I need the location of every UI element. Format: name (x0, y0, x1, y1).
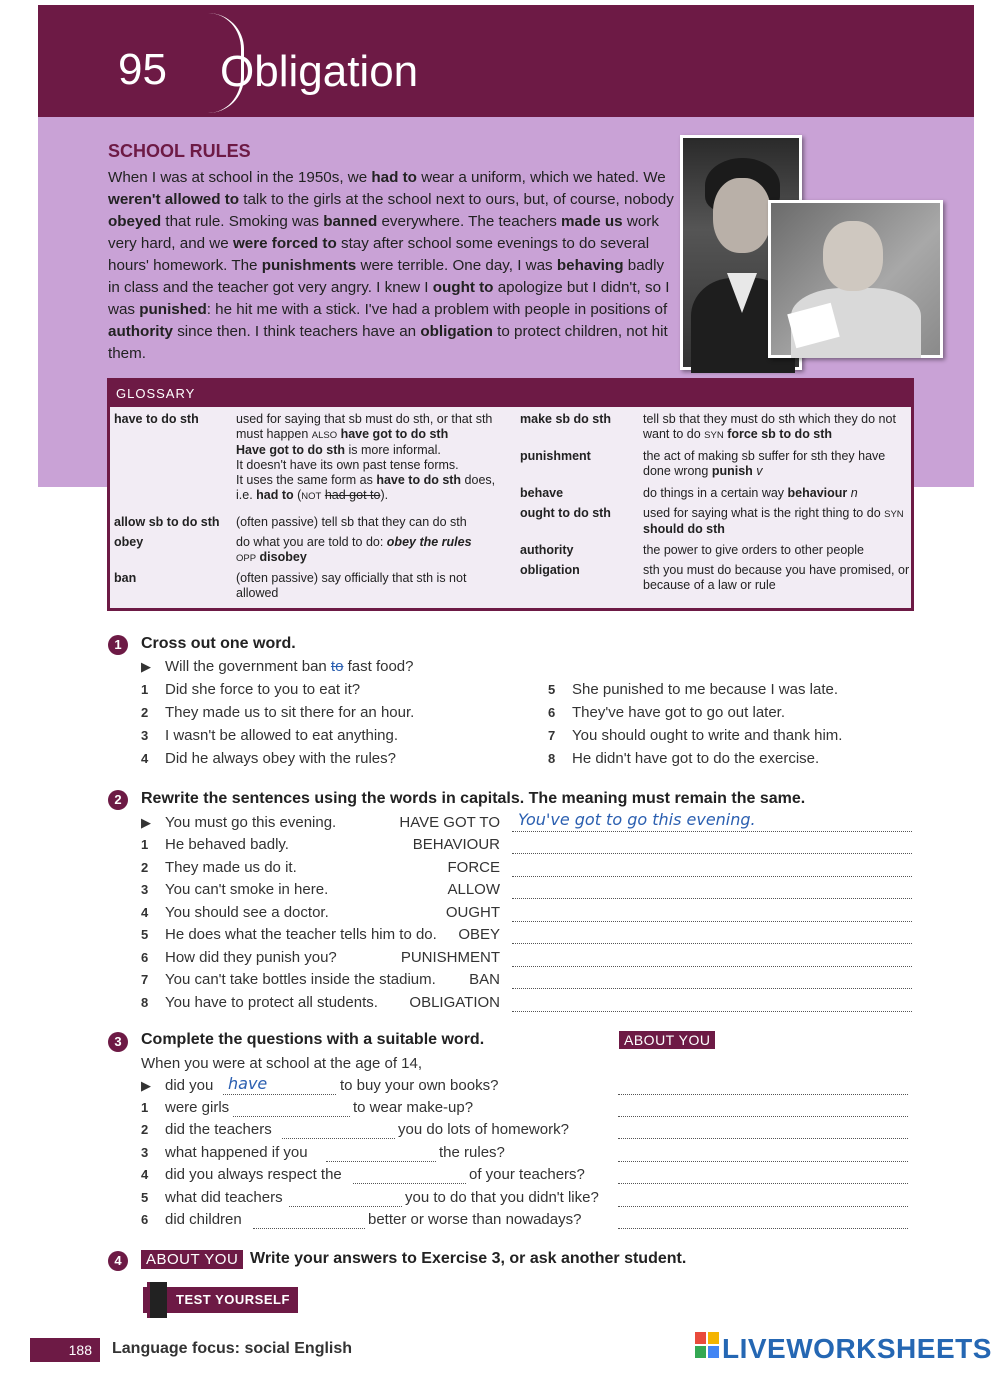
answer-line[interactable] (512, 881, 912, 899)
capitals-word: BEHAVIOUR (412, 836, 500, 853)
exercise-3-item: 3 what happened if you (141, 1143, 308, 1161)
story-fragment: everywhere. The teachers (377, 213, 562, 230)
exercise-3-number: 3 (108, 1032, 128, 1052)
exercise-2-item: 1 He behaved badly. (141, 836, 289, 853)
glossary-heading: GLOSSARY (110, 381, 911, 407)
glossary-term: obey (114, 535, 144, 549)
exercise-3-item-after: you to do that you didn't like? (405, 1188, 599, 1206)
capitals-word: FORCE (447, 858, 500, 876)
key-word: made us (561, 213, 623, 230)
glossary-term: allow sb to do sth (114, 515, 220, 529)
exercise-4-title: Write your answers to Exercise 3, or ask another student. (250, 1250, 687, 1267)
exercise-3-item: 1 were girls (141, 1099, 230, 1116)
gap-line[interactable] (289, 1189, 402, 1207)
gap-line[interactable] (282, 1121, 395, 1139)
exercise-2-title: Rewrite the sentences using the words in capitals. The meaning must remain the same. (141, 790, 806, 807)
exercise-3-example: ▶ did you (141, 1077, 214, 1094)
answer-line[interactable] (512, 836, 912, 854)
key-word: obeyed (108, 213, 162, 230)
story-fragment: that rule. Smoking was (161, 213, 324, 230)
about-you-line[interactable] (618, 1144, 908, 1162)
exercise-2-item: 7 You can't take bottles inside the stadium. (141, 971, 436, 988)
logo-square (695, 1346, 706, 1358)
exercise-3-intro: When you were at school at the age of 14, (141, 1055, 423, 1072)
exercise-1-item[interactable]: 1 Did she force to you to eat it? (141, 681, 361, 698)
glossary-term: ban (114, 571, 137, 585)
glossary-definition: do things in a certain way behaviour n (643, 486, 858, 500)
answer-line[interactable] (512, 926, 912, 944)
story-fragment: wear a uniform, which we hated. We (416, 169, 666, 186)
capitals-word: OUGHT (445, 903, 500, 921)
answer-line[interactable] (512, 904, 912, 922)
exercise-3-item: 2 did the teachers (141, 1121, 272, 1139)
exercise-1-title: Cross out one word. (141, 635, 296, 652)
capitals-word: OBLIGATION (409, 993, 500, 1011)
logo-square (708, 1332, 719, 1344)
glossary-definition: sth you must do because you have promised, or because of a law or rule (643, 563, 910, 592)
key-word: banned (323, 213, 378, 230)
exercise-3-item-after: the rules? (439, 1143, 505, 1161)
story-fragment: badly in class and the teacher got very angry. I knew I (108, 257, 665, 296)
exercise-3-item: 4 did you always respect the (141, 1166, 342, 1184)
story-fragment: since then. I think teachers have an (172, 323, 421, 340)
exercise-3-item-after: of your teachers? (469, 1166, 585, 1184)
exercise-3-title: Complete the questions with a suitable word. (141, 1031, 485, 1048)
test-yourself-button[interactable]: TEST YOURSELF (143, 1287, 298, 1313)
story-fragment: When I was at school in the 1950s, we (108, 169, 372, 186)
story-title: SCHOOL RULES (108, 141, 251, 161)
logo-square (695, 1332, 706, 1344)
exercise-1-item[interactable]: 8 He didn't have got to do the exercise. (548, 750, 820, 767)
key-word: behaving (556, 257, 624, 274)
exercise-3-item: 6 did children (141, 1211, 242, 1228)
about-you-tag: ABOUT YOU (141, 1250, 243, 1269)
about-you-line[interactable] (618, 1166, 908, 1184)
exercise-2-example-caps: HAVE GOT TO (399, 814, 500, 831)
exercise-2-item: 2 They made us do it. (141, 858, 297, 876)
about-you-line[interactable] (618, 1189, 908, 1207)
key-word: had to (371, 169, 417, 186)
exercise-1-item[interactable]: 7 You should ought to write and thank him. (548, 727, 843, 744)
answer-line[interactable] (512, 994, 912, 1012)
gap-line[interactable] (253, 1211, 365, 1229)
about-you-line[interactable] (618, 1077, 908, 1095)
liveworksheets-logo-icon (695, 1332, 719, 1358)
crossed-word: to (330, 658, 344, 675)
story-fragment: were terrible. One day, I was (356, 257, 557, 274)
exercise-1-example: ▶ Will the government ban to fast food? (141, 658, 414, 675)
exercise-3-item-after: better or worse than nowadays? (368, 1211, 582, 1228)
exercise-1-number: 1 (108, 635, 128, 655)
capitals-word: BAN (469, 971, 500, 988)
gap-line[interactable] (353, 1166, 466, 1184)
glossary-term: authority (520, 543, 574, 557)
exercise-3-item-after: to wear make-up? (353, 1099, 474, 1116)
old-man-photo (768, 200, 943, 358)
glossary-definition: the act of making sb suffer for sth they have done wrong punish v (643, 449, 886, 478)
key-word: punishments (261, 257, 357, 274)
exercise-3-item-after: you do lots of homework? (398, 1121, 569, 1139)
glossary-box (107, 378, 914, 611)
glossary-definition: (often passive) say officially that sth is not allowed (236, 571, 467, 600)
capitals-word: PUNISHMENT (400, 948, 500, 966)
story-text (108, 167, 678, 365)
story-fragment: talk to the girls at the school next to ours, but, of course, nobody (239, 191, 674, 208)
unit-title: Obligation (220, 47, 419, 96)
glossary-term: obligation (520, 563, 580, 577)
capitals-word: OBEY (458, 926, 500, 943)
about-you-line[interactable] (618, 1211, 908, 1229)
glossary-definition: (often passive) tell sb that they can do sth (236, 515, 467, 529)
exercise-3-example-after: to buy your own books? (340, 1077, 499, 1094)
glossary-term: punishment (520, 449, 591, 463)
key-word: punished (139, 301, 207, 318)
logo-square (708, 1346, 719, 1358)
exercise-2-example: ▶ You must go this evening. (141, 814, 337, 831)
exercise-3-example-answer: have (228, 1074, 268, 1093)
footer-text: Language focus: social English (112, 1340, 353, 1357)
unit-number: 95 (118, 45, 167, 94)
page-number: 188 (30, 1338, 100, 1362)
story-fragment: work very hard, and we (108, 213, 659, 252)
exercise-1-item[interactable]: 6 They've have got to go out later. (548, 704, 786, 721)
exercise-2-item: 5 He does what the teacher tells him to do. (141, 926, 437, 943)
gap-line[interactable] (233, 1099, 350, 1117)
exercise-2-item: 8 You have to protect all students. (141, 993, 378, 1011)
story-fragment: to protect children, not hit them. (108, 323, 668, 362)
exercise-4-number: 4 (108, 1251, 128, 1271)
answer-line[interactable] (512, 949, 912, 967)
key-word: weren't allowed to (108, 191, 240, 208)
key-word: were forced to (232, 235, 337, 252)
glossary-definition: the power to give orders to other people (643, 543, 864, 557)
glossary-term: ought to do sth (520, 506, 611, 520)
book-icon (147, 1282, 167, 1318)
key-word: ought to (432, 279, 494, 296)
about-you-tag: ABOUT YOU (619, 1031, 715, 1049)
answer-line[interactable] (512, 859, 912, 877)
story-fragment: stay after school some evenings to do several hours' homework. The (108, 235, 650, 274)
unit-header (38, 5, 974, 117)
story-fragment: : he hit me with a stick. I've had a problem with people in positions of (206, 301, 668, 318)
story-fragment: apologize but I didn't, so I was (108, 279, 670, 318)
exercise-2-number: 2 (108, 790, 128, 810)
glossary-term: have to do sth (114, 412, 199, 426)
glossary-term: make sb do sth (520, 412, 611, 426)
glossary-term: behave (520, 486, 564, 500)
glossary-definition: tell sb that they must do sth which they do not want to do SYN force sb to do sth (643, 412, 896, 441)
exercise-2-item: 4 You should see a doctor. (141, 903, 329, 921)
gap-line[interactable] (326, 1144, 436, 1162)
about-you-line[interactable] (618, 1099, 908, 1117)
exercise-2-item: 6 How did they punish you? (141, 948, 337, 966)
glossary-definition: used for saying what is the right thing to do SYN should do sth (643, 506, 904, 536)
capitals-word: ALLOW (447, 881, 500, 898)
exercise-2-example-answer: You've got to go this evening. (518, 810, 756, 829)
glossary-definition: do what you are told to do: obey the rules OPP disobey (236, 535, 472, 564)
key-word: obligation (420, 323, 493, 340)
answer-line[interactable] (512, 971, 912, 989)
exercise-1-item[interactable]: 2 They made us to sit there for an hour. (141, 704, 415, 721)
exercise-1-item[interactable]: 5 She punished to me because I was late. (548, 681, 839, 698)
about-you-line[interactable] (618, 1121, 908, 1139)
liveworksheets-logo-text[interactable]: LIVEWORKSHEETS (722, 1333, 992, 1364)
exercise-1-item[interactable]: 4 Did he always obey with the rules? (141, 750, 396, 767)
glossary-definition: used for saying that sb must do sth, or that sth must happen ALSO have got to do sth Have got to do sth is more informal. It doesn't have its own past tense forms. It uses the same form as have to do sth does, i.e. had to (NOT had got to). (236, 412, 496, 502)
key-word: authority (108, 323, 173, 340)
exercise-2-item: 3 You can't smoke in here. (141, 881, 329, 898)
exercise-3-item: 5 what did teachers (141, 1188, 283, 1206)
exercise-1-item[interactable]: 3 I wasn't be allowed to eat anything. (141, 727, 399, 744)
